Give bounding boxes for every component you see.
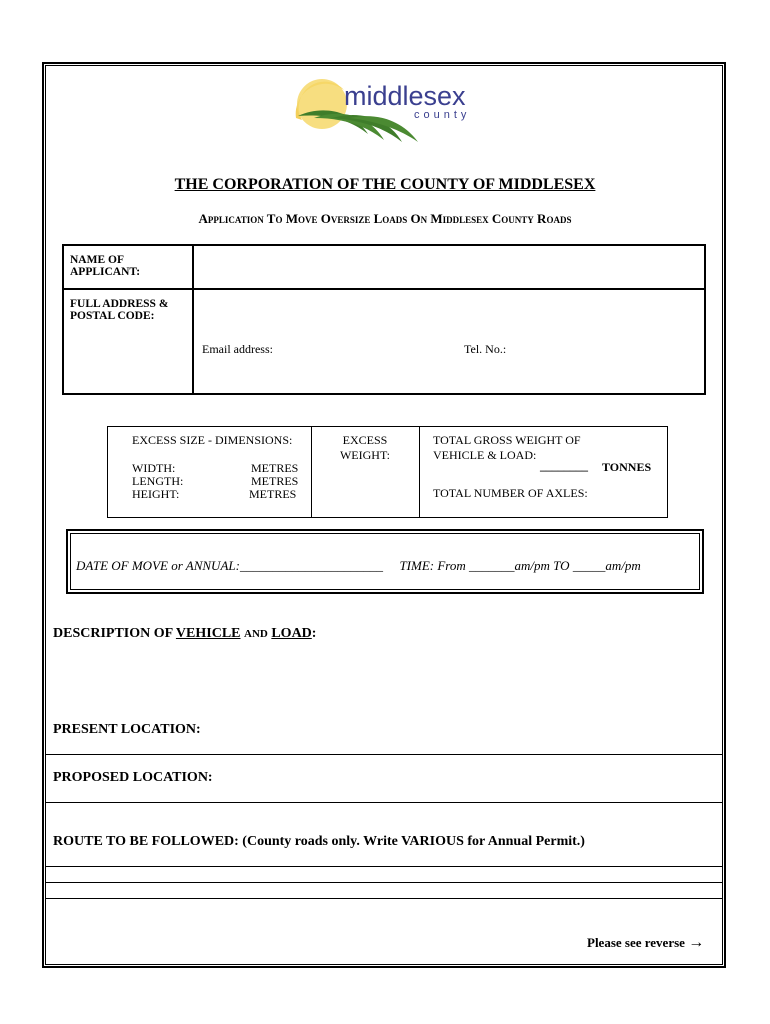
date-row	[70, 533, 700, 590]
date-blank[interactable]: ______________________	[239, 558, 383, 573]
proposed-location-label: PROPOSED LOCATION:	[53, 770, 213, 785]
name-label-line1: NAME OF	[70, 254, 124, 266]
time-to-label: TO	[553, 558, 570, 573]
time-from-label: TIME: From	[399, 558, 466, 573]
divider	[45, 802, 723, 803]
date-label: DATE OF MOVE or ANNUAL:	[76, 558, 240, 573]
length-label[interactable]: LENGTH:	[132, 474, 184, 488]
name-field[interactable]	[193, 245, 705, 289]
dimensions-box	[107, 426, 668, 518]
vehicle-word: VEHICLE	[175, 626, 241, 641]
width-unit: METRES	[251, 461, 299, 475]
route-line-1[interactable]	[45, 866, 723, 867]
name-label-line2: APPLICANT:	[70, 266, 141, 278]
name-label-cell	[63, 245, 193, 289]
excess-weight-line2: WEIGHT:	[339, 448, 391, 462]
ampm-to: am/pm	[605, 558, 641, 573]
address-label-line2: POSTAL CODE:	[70, 310, 155, 322]
present-location-field[interactable]	[45, 738, 723, 754]
reverse-text: Please see reverse	[587, 935, 685, 950]
address-label-line1: FULL ADDRESS &	[70, 298, 169, 310]
description-heading	[53, 626, 316, 642]
description-field[interactable]	[45, 650, 723, 720]
route-line-3[interactable]	[45, 898, 723, 899]
excess-size-heading: EXCESS SIZE - DIMENSIONS:	[132, 433, 293, 447]
logo-sub-text: county	[414, 109, 471, 121]
page-subtitle: Application To Move Oversize Loads On Middlesex County Roads	[198, 211, 572, 226]
excess-weight-label[interactable]	[311, 433, 419, 463]
address-label-cell	[63, 289, 193, 394]
route-line-2[interactable]	[45, 882, 723, 883]
excess-weight-line1: EXCESS	[342, 433, 388, 447]
axles-label[interactable]: TOTAL NUMBER OF AXLES:	[433, 486, 588, 500]
and-word: AND	[244, 628, 268, 640]
page-title: THE CORPORATION OF THE COUNTY OF MIDDLESEX	[174, 176, 596, 193]
gross-weight-line1: TOTAL GROSS WEIGHT OF	[433, 433, 581, 447]
gross-weight-line2: VEHICLE & LOAD:	[433, 448, 537, 462]
email-label: Email address:	[202, 342, 273, 356]
time-from-blank[interactable]: _______	[469, 558, 515, 573]
address-field[interactable]	[193, 289, 705, 394]
divider	[45, 754, 723, 755]
tonnes-label: TONNES	[602, 460, 652, 474]
load-word: LOAD	[271, 626, 312, 641]
time-to-blank[interactable]: _____	[572, 558, 606, 573]
please-see-reverse	[587, 934, 704, 952]
present-location-label: PRESENT LOCATION:	[53, 722, 201, 737]
ampm-from: am/pm	[514, 558, 550, 573]
logo-brand-text: middlesex	[344, 81, 466, 111]
applicant-table	[62, 244, 706, 395]
proposed-location-field[interactable]	[45, 786, 723, 802]
description-colon: :	[311, 626, 317, 641]
description-prefix: DESCRIPTION OF	[53, 626, 173, 641]
middlesex-county-logo	[284, 74, 489, 150]
length-unit: METRES	[251, 474, 299, 488]
tel-label: Tel. No.:	[464, 342, 507, 356]
route-label: ROUTE TO BE FOLLOWED: (County roads only. Write VARIOUS for Annual Permit.)	[53, 834, 585, 849]
height-unit: METRES	[249, 487, 297, 501]
tonnes-blank[interactable]: ________	[540, 459, 588, 473]
height-label[interactable]: HEIGHT:	[132, 487, 180, 501]
width-label[interactable]: WIDTH:	[132, 461, 176, 475]
arrow-right-icon: →	[688, 934, 705, 951]
